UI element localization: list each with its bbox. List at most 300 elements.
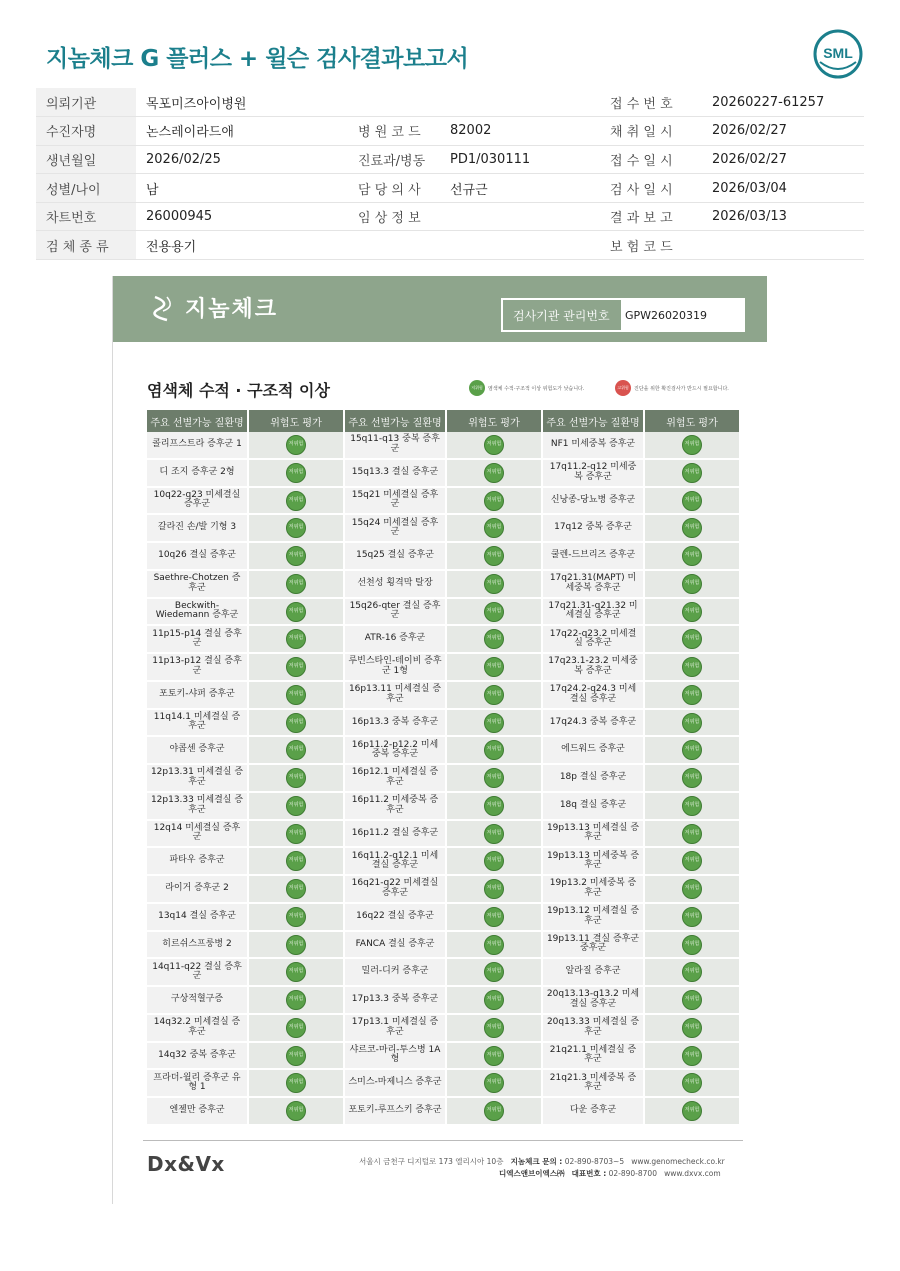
risk-cell bbox=[247, 1098, 343, 1126]
disease-name: 16p11.2 미세중복 증후군 bbox=[345, 793, 445, 821]
risk-cell bbox=[643, 682, 739, 710]
low-risk-badge-icon: 저위험 bbox=[484, 435, 504, 455]
risk-cell bbox=[643, 654, 739, 682]
risk-cell bbox=[247, 765, 343, 793]
legend-high-risk bbox=[615, 380, 729, 396]
table-row bbox=[543, 432, 739, 460]
address: 서울시 금천구 디지털로 173 엘리시아 10층 bbox=[359, 1157, 504, 1166]
risk-cell bbox=[247, 848, 343, 876]
disease-name: Beckwith-Wiedemann 증후군 bbox=[147, 599, 247, 627]
risk-cell bbox=[445, 904, 541, 932]
website-dxvx[interactable]: www.dxvx.com bbox=[664, 1169, 721, 1178]
low-risk-badge-icon: 저위험 bbox=[682, 1046, 702, 1066]
table-row bbox=[345, 654, 541, 682]
management-number-label: 검사기관 관리번호 bbox=[513, 308, 610, 323]
risk-cell bbox=[247, 987, 343, 1015]
main-phone: 02-890-8700 bbox=[608, 1169, 657, 1178]
low-risk-badge-icon: 저위험 bbox=[682, 685, 702, 705]
low-risk-badge-icon: 저위험 bbox=[286, 463, 306, 483]
risk-cell bbox=[247, 571, 343, 599]
disease-name: 14q11-q22 결실 증후군 bbox=[147, 959, 247, 987]
table-row bbox=[147, 654, 343, 682]
legend-low-text: 염색체 수적·구조적 이상 위험도가 낮습니다. bbox=[488, 385, 585, 392]
low-risk-badge-icon: 저위험 bbox=[682, 824, 702, 844]
report-sheet bbox=[112, 276, 766, 1204]
table-row bbox=[147, 1070, 343, 1098]
subject-value: 논스레이라드애 bbox=[136, 117, 348, 146]
low-risk-badge-icon: 저위험 bbox=[286, 907, 306, 927]
risk-cell bbox=[643, 821, 739, 849]
risk-cell bbox=[445, 876, 541, 904]
risk-cell bbox=[643, 626, 739, 654]
table-row bbox=[543, 959, 739, 987]
low-risk-badge-icon: 저위험 bbox=[682, 629, 702, 649]
table-row bbox=[345, 1070, 541, 1098]
low-risk-badge-icon: 저위험 bbox=[682, 713, 702, 733]
table-row bbox=[543, 737, 739, 765]
col-risk-header: 위험도 평가 bbox=[247, 410, 343, 432]
risk-cell bbox=[643, 571, 739, 599]
risk-cell bbox=[247, 654, 343, 682]
disease-name: 16p13.3 중복 증후군 bbox=[345, 710, 445, 738]
risk-cell bbox=[643, 515, 739, 543]
table-row bbox=[345, 1015, 541, 1043]
col-risk-header: 위험도 평가 bbox=[643, 410, 739, 432]
disease-name: 13q14 결실 증후군 bbox=[147, 904, 247, 932]
table-row bbox=[543, 793, 739, 821]
low-risk-badge-icon: 저위험 bbox=[286, 824, 306, 844]
low-risk-badge-icon: 저위험 bbox=[682, 463, 702, 483]
disease-name: 16q11.2-q12.1 미세결실 증후군 bbox=[345, 848, 445, 876]
low-risk-badge-icon: 저위험 bbox=[286, 491, 306, 511]
info-row bbox=[36, 174, 864, 203]
disease-name: 히르쉬스프룽병 2 bbox=[147, 932, 247, 960]
table-row bbox=[147, 737, 343, 765]
disease-name: 엔젤만 증후군 bbox=[147, 1098, 247, 1126]
disease-name: 16p12.1 미세결실 증후군 bbox=[345, 765, 445, 793]
dept-label: 진료과/병동 bbox=[348, 145, 440, 174]
low-risk-badge-icon: 저위험 bbox=[484, 1101, 504, 1121]
table-row bbox=[147, 710, 343, 738]
table-row bbox=[345, 626, 541, 654]
disease-name: 10q26 결실 증후군 bbox=[147, 543, 247, 571]
low-risk-badge-icon: 저위험 bbox=[286, 851, 306, 871]
disease-name: 15q25 결실 증후군 bbox=[345, 543, 445, 571]
doctor-label: 담 당 의 사 bbox=[348, 174, 440, 203]
low-risk-badge-icon: 저위험 bbox=[484, 657, 504, 677]
risk-cell bbox=[445, 1043, 541, 1071]
table-row bbox=[543, 710, 739, 738]
table-row bbox=[345, 432, 541, 460]
low-risk-badge-icon: 저위험 bbox=[469, 380, 485, 396]
low-risk-badge-icon: 저위험 bbox=[682, 990, 702, 1010]
footer-address bbox=[359, 1156, 725, 1180]
low-risk-badge-icon: 저위험 bbox=[286, 1046, 306, 1066]
disease-name: 16p11.2-p12.2 미세중복 증후군 bbox=[345, 737, 445, 765]
risk-cell bbox=[247, 793, 343, 821]
low-risk-badge-icon: 저위험 bbox=[286, 657, 306, 677]
brand-text: 지놈체크 bbox=[185, 297, 279, 322]
table-row bbox=[543, 515, 739, 543]
inquiry-phone: 02-890-8703~5 bbox=[564, 1157, 625, 1166]
low-risk-badge-icon: 저위험 bbox=[286, 768, 306, 788]
hospital-code-value: 82002 bbox=[440, 117, 600, 146]
chart-no-value: 26000945 bbox=[136, 202, 348, 231]
low-risk-badge-icon: 저위험 bbox=[682, 435, 702, 455]
disease-name: 19p13.13 미세중복 증후군 bbox=[543, 848, 643, 876]
low-risk-badge-icon: 저위험 bbox=[484, 990, 504, 1010]
info-row bbox=[36, 231, 864, 260]
disease-name: 12q14 미세결실 증후군 bbox=[147, 821, 247, 849]
insurance-label: 보 험 코 드 bbox=[600, 231, 702, 260]
low-risk-badge-icon: 저위험 bbox=[484, 574, 504, 594]
col-disease-header: 주요 선별가능 질환명 bbox=[543, 410, 643, 432]
patient-info-table bbox=[36, 88, 864, 260]
risk-cell bbox=[445, 959, 541, 987]
specimen-value: 전용용기 bbox=[136, 231, 348, 260]
risk-cell bbox=[445, 821, 541, 849]
table-row bbox=[345, 599, 541, 627]
disease-name: NF1 미세중복 증후군 bbox=[543, 432, 643, 460]
table-row bbox=[147, 876, 343, 904]
risk-cell bbox=[445, 682, 541, 710]
collect-date-value: 2026/02/27 bbox=[702, 117, 864, 146]
website-genomecheck[interactable]: www.genomecheck.co.kr bbox=[631, 1157, 725, 1166]
disease-name: 17q21.31-q21.32 미세결실 증후군 bbox=[543, 599, 643, 627]
institution-label: 의뢰기관 bbox=[36, 88, 136, 117]
table-row bbox=[147, 932, 343, 960]
table-row bbox=[147, 488, 343, 516]
table-row bbox=[345, 571, 541, 599]
low-risk-badge-icon: 저위험 bbox=[682, 935, 702, 955]
low-risk-badge-icon: 저위험 bbox=[484, 518, 504, 538]
low-risk-badge-icon: 저위험 bbox=[484, 851, 504, 871]
low-risk-badge-icon: 저위험 bbox=[682, 1101, 702, 1121]
inquiry-label: 지놈체크 문의 : bbox=[510, 1157, 563, 1166]
low-risk-badge-icon: 저위험 bbox=[682, 851, 702, 871]
table-row bbox=[345, 1098, 541, 1126]
table-row bbox=[543, 654, 739, 682]
table-row bbox=[147, 571, 343, 599]
risk-cell bbox=[445, 432, 541, 460]
risk-cell bbox=[643, 1070, 739, 1098]
disease-name: 17q22-q23.2 미세결실 증후군 bbox=[543, 626, 643, 654]
info-row bbox=[36, 145, 864, 174]
table-row bbox=[147, 515, 343, 543]
low-risk-badge-icon: 저위험 bbox=[682, 574, 702, 594]
table-row bbox=[345, 876, 541, 904]
table-row bbox=[543, 626, 739, 654]
low-risk-badge-icon: 저위험 bbox=[484, 685, 504, 705]
low-risk-badge-icon: 저위험 bbox=[484, 796, 504, 816]
legend-high-text: 진단을 위한 확진검사가 반드시 필요합니다. bbox=[634, 385, 729, 392]
table-row bbox=[345, 848, 541, 876]
low-risk-badge-icon: 저위험 bbox=[682, 740, 702, 760]
table-row bbox=[147, 793, 343, 821]
risk-cell bbox=[247, 959, 343, 987]
table-row bbox=[543, 987, 739, 1015]
table-row bbox=[345, 543, 541, 571]
low-risk-badge-icon: 저위험 bbox=[286, 574, 306, 594]
low-risk-badge-icon: 저위험 bbox=[682, 657, 702, 677]
risk-cell bbox=[643, 1043, 739, 1071]
report-date-value: 2026/03/13 bbox=[702, 202, 864, 231]
low-risk-badge-icon: 저위험 bbox=[286, 990, 306, 1010]
table-row bbox=[543, 1070, 739, 1098]
disease-name: 라이거 증후군 2 bbox=[147, 876, 247, 904]
disease-name: 17q12 중복 증후군 bbox=[543, 515, 643, 543]
dept-value: PD1/030111 bbox=[440, 145, 600, 174]
legend-low-risk bbox=[469, 380, 584, 396]
low-risk-badge-icon: 저위험 bbox=[484, 602, 504, 622]
risk-cell bbox=[643, 793, 739, 821]
footer-divider bbox=[143, 1140, 743, 1141]
risk-cell bbox=[247, 432, 343, 460]
table-row bbox=[147, 1098, 343, 1126]
info-row bbox=[36, 117, 864, 146]
disease-name: 갈라진 손/발 기형 3 bbox=[147, 515, 247, 543]
table-row bbox=[543, 1098, 739, 1126]
section-title: 염색체 수적 · 구조적 이상 bbox=[147, 381, 330, 400]
low-risk-badge-icon: 저위험 bbox=[682, 768, 702, 788]
low-risk-badge-icon: 저위험 bbox=[484, 824, 504, 844]
disease-name: ATR-16 증후군 bbox=[345, 626, 445, 654]
disease-name: 15q24 미세결실 증후군 bbox=[345, 515, 445, 543]
specimen-label: 검 체 종 류 bbox=[36, 231, 136, 260]
low-risk-badge-icon: 저위험 bbox=[682, 879, 702, 899]
risk-cell bbox=[247, 682, 343, 710]
table-row bbox=[147, 821, 343, 849]
low-risk-badge-icon: 저위험 bbox=[484, 740, 504, 760]
disease-name: 16q21-q22 미세결실 증후군 bbox=[345, 876, 445, 904]
disease-name: FANCA 결실 증후군 bbox=[345, 932, 445, 960]
chart-no-label: 차트번호 bbox=[36, 202, 136, 231]
table-row bbox=[543, 543, 739, 571]
disease-name: 에드워드 증후군 bbox=[543, 737, 643, 765]
low-risk-badge-icon: 저위험 bbox=[682, 1073, 702, 1093]
birth-value: 2026/02/25 bbox=[136, 145, 348, 174]
table-row bbox=[147, 599, 343, 627]
low-risk-badge-icon: 저위험 bbox=[682, 796, 702, 816]
risk-cell bbox=[445, 1015, 541, 1043]
insurance-value bbox=[702, 231, 864, 260]
receipt-date-label: 접 수 일 시 bbox=[600, 145, 702, 174]
doctor-value: 선규근 bbox=[440, 174, 600, 203]
table-row bbox=[345, 987, 541, 1015]
logo-text: SML bbox=[823, 45, 853, 61]
low-risk-badge-icon: 저위험 bbox=[484, 463, 504, 483]
table-row bbox=[543, 1043, 739, 1071]
disease-name: 11p13-p12 결실 증후군 bbox=[147, 654, 247, 682]
info-row bbox=[36, 88, 864, 117]
low-risk-badge-icon: 저위험 bbox=[484, 768, 504, 788]
table-row bbox=[543, 571, 739, 599]
table-row bbox=[345, 765, 541, 793]
disease-name: 15q11-q13 중복 증후군 bbox=[345, 432, 445, 460]
disease-name: 루빈스타인-테이비 증후군 1형 bbox=[345, 654, 445, 682]
table-row bbox=[147, 432, 343, 460]
management-number-box bbox=[501, 298, 745, 332]
disease-name: 14q32.2 미세결실 증후군 bbox=[147, 1015, 247, 1043]
table-row bbox=[345, 932, 541, 960]
risk-cell bbox=[247, 488, 343, 516]
disease-name: 15q26-qter 결실 증후군 bbox=[345, 599, 445, 627]
disease-name: 11p15-p14 결실 증후군 bbox=[147, 626, 247, 654]
low-risk-badge-icon: 저위험 bbox=[682, 1018, 702, 1038]
collect-date-label: 채 취 일 시 bbox=[600, 117, 702, 146]
risk-cell bbox=[643, 460, 739, 488]
sml-logo bbox=[812, 28, 864, 80]
disease-name: 19p13.11 결실 증후군 중후군 bbox=[543, 932, 643, 960]
table-row bbox=[345, 682, 541, 710]
low-risk-badge-icon: 저위험 bbox=[286, 435, 306, 455]
risk-cell bbox=[247, 626, 343, 654]
risk-cell bbox=[445, 848, 541, 876]
disease-name: 15q13.3 결실 증후군 bbox=[345, 460, 445, 488]
risk-cell bbox=[247, 1015, 343, 1043]
low-risk-badge-icon: 저위험 bbox=[484, 713, 504, 733]
disease-name: 21q21.1 미세결실 증후군 bbox=[543, 1043, 643, 1071]
disease-name: 17q24.2-q24.3 미세결실 증후군 bbox=[543, 682, 643, 710]
risk-cell bbox=[643, 848, 739, 876]
sex-age-value: 남 bbox=[136, 174, 348, 203]
risk-cell bbox=[445, 932, 541, 960]
table-row bbox=[543, 488, 739, 516]
risk-cell bbox=[643, 599, 739, 627]
table-row bbox=[147, 1043, 343, 1071]
table-row bbox=[147, 626, 343, 654]
disease-name: 17q23.1-23.2 미세중복 증후군 bbox=[543, 654, 643, 682]
risk-cell bbox=[247, 1043, 343, 1071]
disease-name: 포토키-샤퍼 증후군 bbox=[147, 682, 247, 710]
clinical-label: 임 상 정 보 bbox=[348, 202, 440, 231]
table-row bbox=[147, 959, 343, 987]
risk-cell bbox=[643, 1098, 739, 1126]
low-risk-badge-icon: 저위험 bbox=[484, 491, 504, 511]
disease-name: 18q 결실 증후군 bbox=[543, 793, 643, 821]
risk-cell bbox=[643, 432, 739, 460]
dxvx-logo: Dx&Vx bbox=[147, 1152, 225, 1176]
table-row bbox=[543, 1015, 739, 1043]
col-disease-header: 주요 선별가능 질환명 bbox=[147, 410, 247, 432]
disease-name: 12p13.31 미세결실 증후군 bbox=[147, 765, 247, 793]
low-risk-badge-icon: 저위험 bbox=[286, 518, 306, 538]
hospital-code-label: 병 원 코 드 bbox=[348, 117, 440, 146]
disease-name: 12p13.33 미세결실 증후군 bbox=[147, 793, 247, 821]
report-date-label: 결 과 보 고 bbox=[600, 202, 702, 231]
risk-cell bbox=[445, 987, 541, 1015]
disease-name: 다운 증후군 bbox=[543, 1098, 643, 1126]
clinical-value bbox=[440, 202, 600, 231]
disease-name: 16q22 결실 증후군 bbox=[345, 904, 445, 932]
risk-cell bbox=[247, 876, 343, 904]
risk-cell bbox=[445, 710, 541, 738]
disease-name: 포토키-루프스키 증후군 bbox=[345, 1098, 445, 1126]
main-phone-label: 대표번호 : bbox=[571, 1169, 607, 1178]
low-risk-badge-icon: 저위험 bbox=[484, 1073, 504, 1093]
table-row bbox=[543, 599, 739, 627]
table-row bbox=[543, 904, 739, 932]
risk-cell bbox=[643, 904, 739, 932]
disease-name: 쿨렌-드브리즈 증후군 bbox=[543, 543, 643, 571]
risk-cell bbox=[247, 1070, 343, 1098]
institution-value: 목포미즈아이병원 bbox=[136, 88, 348, 117]
subject-label: 수진자명 bbox=[36, 117, 136, 146]
low-risk-badge-icon: 저위험 bbox=[682, 962, 702, 982]
low-risk-badge-icon: 저위험 bbox=[286, 629, 306, 649]
disease-name: 20q13.13-q13.2 미세결실 증후군 bbox=[543, 987, 643, 1015]
risk-cell bbox=[445, 599, 541, 627]
table-row bbox=[147, 682, 343, 710]
disease-name: 16p13.11 미세결실 증후군 bbox=[345, 682, 445, 710]
risk-cell bbox=[445, 765, 541, 793]
table-row bbox=[543, 682, 739, 710]
disease-name: 신낭종-당뇨병 증후군 bbox=[543, 488, 643, 516]
risk-cell bbox=[445, 571, 541, 599]
col-disease-header: 주요 선별가능 질환명 bbox=[345, 410, 445, 432]
table-row bbox=[345, 904, 541, 932]
management-number-value: GPW26020319 bbox=[621, 300, 743, 330]
low-risk-badge-icon: 저위험 bbox=[484, 1018, 504, 1038]
risk-cell bbox=[445, 488, 541, 516]
risk-cell bbox=[643, 1015, 739, 1043]
disease-name: 알라질 증후군 bbox=[543, 959, 643, 987]
table-row bbox=[345, 821, 541, 849]
low-risk-badge-icon: 저위험 bbox=[484, 935, 504, 955]
low-risk-badge-icon: 저위험 bbox=[484, 879, 504, 899]
table-row bbox=[147, 904, 343, 932]
low-risk-badge-icon: 저위험 bbox=[484, 962, 504, 982]
test-date-label: 검 사 일 시 bbox=[600, 174, 702, 203]
risk-cell bbox=[247, 460, 343, 488]
page-title: 지놈체크 G 플러스 + 윌슨 검사결과보고서 bbox=[46, 46, 469, 72]
risk-cell bbox=[445, 460, 541, 488]
low-risk-badge-icon: 저위험 bbox=[286, 796, 306, 816]
table-row bbox=[543, 460, 739, 488]
risk-cell bbox=[445, 515, 541, 543]
risk-cell bbox=[247, 543, 343, 571]
birth-label: 생년월일 bbox=[36, 145, 136, 174]
company-name: 디엑스앤브이엑스㈜ bbox=[499, 1169, 565, 1178]
risk-cell bbox=[445, 654, 541, 682]
disease-name: 21q21.3 미세중복 증후군 bbox=[543, 1070, 643, 1098]
low-risk-badge-icon: 저위험 bbox=[286, 713, 306, 733]
table-row bbox=[543, 932, 739, 960]
table-row bbox=[345, 793, 541, 821]
disease-name: 17q21.31(MAPT) 미세중복 증후군 bbox=[543, 571, 643, 599]
low-risk-badge-icon: 저위험 bbox=[682, 491, 702, 511]
disease-name: 14q32 중복 증후군 bbox=[147, 1043, 247, 1071]
table-row bbox=[543, 876, 739, 904]
risk-cell bbox=[445, 1098, 541, 1126]
risk-cell bbox=[247, 932, 343, 960]
risk-cell bbox=[247, 821, 343, 849]
disease-name: 20q13.33 미세결실 증후군 bbox=[543, 1015, 643, 1043]
low-risk-badge-icon: 저위험 bbox=[286, 1018, 306, 1038]
risk-cell bbox=[247, 515, 343, 543]
brand bbox=[149, 292, 278, 323]
low-risk-badge-icon: 저위험 bbox=[286, 1101, 306, 1121]
table-row bbox=[147, 460, 343, 488]
low-risk-badge-icon: 저위험 bbox=[682, 518, 702, 538]
disease-name: 프라더-윌리 증후군 유형 1 bbox=[147, 1070, 247, 1098]
report-header-band bbox=[113, 276, 767, 342]
low-risk-badge-icon: 저위험 bbox=[484, 907, 504, 927]
risk-cell bbox=[643, 876, 739, 904]
table-row bbox=[345, 1043, 541, 1071]
disease-name: 17p13.3 중복 증후군 bbox=[345, 987, 445, 1015]
low-risk-badge-icon: 저위험 bbox=[484, 546, 504, 566]
